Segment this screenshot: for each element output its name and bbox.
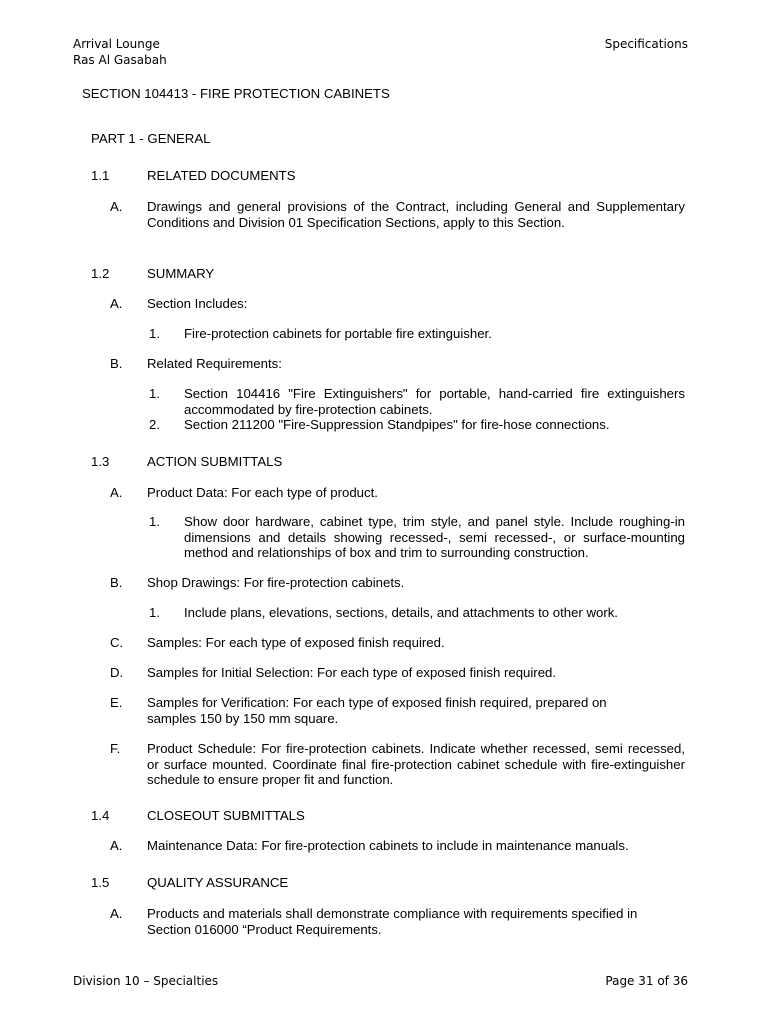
article-number: 1.4 [91, 808, 110, 823]
paragraph-text: Related Requirements: [147, 356, 282, 371]
paragraph-text: Drawings and general provisions of the Contract, including General and Supplementary Conditions and Division 01 Specification Sections, apply to this Section. [147, 199, 685, 230]
subparagraph-text: Section 211200 "Fire-Suppression Standpipes" for fire-hose connections. [184, 417, 610, 432]
paragraph-letter: C. [110, 635, 124, 650]
paragraph-letter: E. [110, 695, 123, 710]
header-project-location: Ras Al Gasabah [73, 53, 167, 67]
article-number: 1.3 [91, 454, 110, 469]
section-title: SECTION 104413 - FIRE PROTECTION CABINETS [82, 86, 390, 101]
article-title: SUMMARY [147, 266, 215, 281]
subparagraph-number: 1. [149, 326, 160, 341]
paragraph-text: Maintenance Data: For fire-protection cabinets to include in maintenance manuals. [147, 838, 629, 853]
paragraph-letter: A. [110, 906, 123, 921]
article-title: CLOSEOUT SUBMITTALS [147, 808, 305, 823]
subparagraph-number: 2. [149, 417, 160, 432]
header-project-name: Arrival Lounge [73, 37, 160, 51]
header-doc-type: Specifications [604, 37, 688, 51]
subparagraph-number: 1. [149, 514, 160, 529]
paragraph-letter: A. [110, 485, 123, 500]
paragraph-text: Section Includes: [147, 296, 248, 311]
paragraph-text: Samples for Verification: For each type of exposed finish required, prepared on samples 150 by 150 mm square. [147, 695, 607, 726]
header-project [73, 36, 167, 68]
paragraph-text: Product Schedule: For fire-protection cabinets. Indicate whether recessed, semi recessed, or surface mounted. Coordinate final fire-protection cabinet schedule with fire-extinguisher schedule to ensure proper fit and function. [147, 741, 685, 787]
paragraph-letter: B. [110, 356, 123, 371]
subparagraph-text: Include plans, elevations, sections, details, and attachments to other work. [184, 605, 618, 620]
paragraph-text: Samples for Initial Selection: For each type of exposed finish required. [147, 665, 557, 680]
paragraph-text: Samples: For each type of exposed finish required. [147, 635, 445, 650]
article-number: 1.1 [91, 168, 110, 183]
subparagraph-text: Show door hardware, cabinet type, trim style, and panel style. Include roughing-in dimensions and details showing recessed-, semi recessed-, or surface-mounting method and relationships of box and trim to surrounding construction. [184, 514, 685, 560]
paragraph-text: Products and materials shall demonstrate compliance with requirements specified in Section 016000 “Product Requirements. [147, 906, 638, 937]
paragraph-text: Product Data: For each type of product. [147, 485, 378, 500]
paragraph-letter: B. [110, 575, 123, 590]
subparagraph-text: Fire-protection cabinets for portable fire extinguisher. [184, 326, 492, 341]
article-title: QUALITY ASSURANCE [147, 875, 289, 890]
subparagraph-text: Section 104416 "Fire Extinguishers" for portable, hand-carried fire extinguishers accommodated by fire-protection cabinets. [184, 386, 685, 417]
paragraph-letter: A. [110, 199, 123, 214]
article-title: RELATED DOCUMENTS [147, 168, 296, 183]
subparagraph-number: 1. [149, 605, 160, 620]
subparagraph-number: 1. [149, 386, 160, 401]
footer-division: Division 10 – Specialties [73, 974, 219, 988]
paragraph-text: Shop Drawings: For fire-protection cabinets. [147, 575, 405, 590]
paragraph-letter: F. [110, 741, 121, 756]
paragraph-letter: A. [110, 296, 123, 311]
paragraph-letter: D. [110, 665, 124, 680]
article-number: 1.5 [91, 875, 110, 890]
article-number: 1.2 [91, 266, 110, 281]
article-title: ACTION SUBMITTALS [147, 454, 283, 469]
part-title: PART 1 - GENERAL [91, 131, 211, 146]
paragraph-letter: A. [110, 838, 123, 853]
footer-page-number: Page 31 of 36 [605, 974, 688, 988]
